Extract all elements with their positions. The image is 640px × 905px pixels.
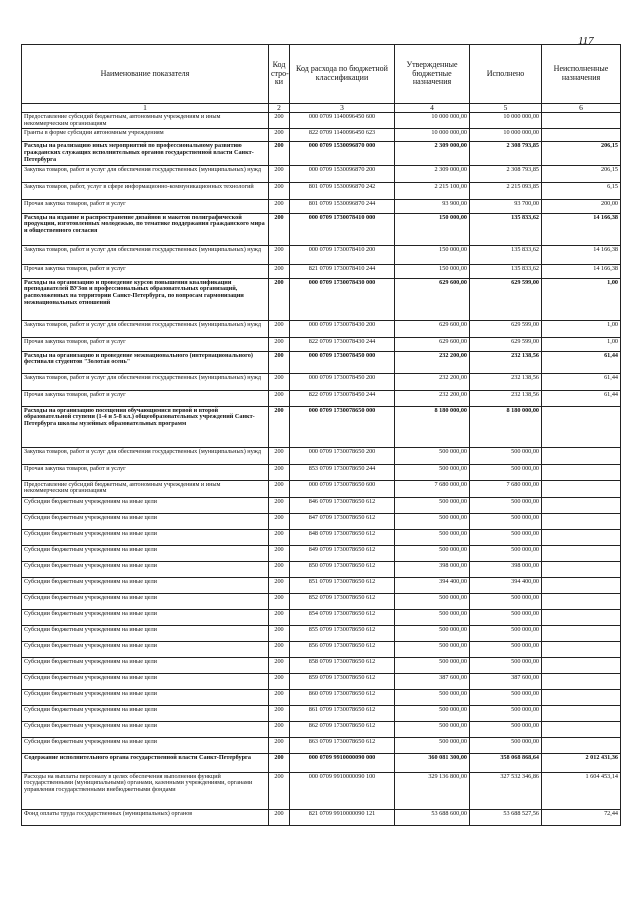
row-unexecuted — [542, 593, 621, 609]
row-unexecuted — [542, 721, 621, 737]
row-unexecuted — [542, 406, 621, 447]
row-budget-code: 855 0709 1730078650 612 — [290, 625, 395, 641]
row-name: Субсидии бюджетным учреждениям на иные цели — [22, 561, 269, 577]
row-unexecuted — [542, 625, 621, 641]
row-approved: 387 600,00 — [395, 673, 470, 689]
row-line-code: 200 — [269, 497, 290, 513]
table-body — [22, 113, 621, 825]
row-unexecuted — [542, 497, 621, 513]
row-name: Расходы на организацию посещения обучающимися первой и второй образовательной ступени (1-4 и 5-8 кл.) общеобразовательных учреждений Санкт-Петербурга школы музейных образовательных программ — [22, 406, 269, 447]
row-executed: 500 000,00 — [470, 721, 542, 737]
row-approved: 150 000,00 — [395, 213, 470, 245]
row-line-code: 200 — [269, 721, 290, 737]
row-budget-code: 849 0709 1730078650 612 — [290, 545, 395, 561]
row-approved: 232 200,00 — [395, 390, 470, 406]
row-executed: 327 532 346,86 — [470, 772, 542, 809]
table-row — [22, 447, 621, 464]
row-name: Субсидии бюджетным учреждениям на иные цели — [22, 657, 269, 673]
row-unexecuted: 14 166,38 — [542, 264, 621, 278]
row-line-code: 200 — [269, 337, 290, 351]
row-name: Расходы на выплаты персоналу в целях обеспечения выполнения функций государственными (муниципальными) органами, казенными учреждениями, органами управления государственными внебюджетными фондами — [22, 772, 269, 809]
row-name: Субсидии бюджетным учреждениям на иные цели — [22, 577, 269, 593]
row-budget-code: 000 0709 1730078450 200 — [290, 373, 395, 390]
row-approved: 360 081 300,00 — [395, 753, 470, 772]
row-name: Субсидии бюджетным учреждениям на иные цели — [22, 737, 269, 753]
row-executed: 500 000,00 — [470, 689, 542, 705]
row-unexecuted — [542, 673, 621, 689]
row-approved: 500 000,00 — [395, 529, 470, 545]
row-budget-code: 000 0709 1730078450 000 — [290, 351, 395, 373]
row-approved: 93 900,00 — [395, 199, 470, 213]
row-executed: 500 000,00 — [470, 447, 542, 464]
row-line-code: 200 — [269, 641, 290, 657]
row-name: Расходы на реализацию иных мероприятий по профессиональному развитию гражданских служащих исполнительных органов государственной власти Санкт-Петербурга — [22, 142, 269, 165]
row-budget-code: 862 0709 1730078650 612 — [290, 721, 395, 737]
row-line-code: 200 — [269, 351, 290, 373]
row-line-code: 200 — [269, 182, 290, 199]
row-name: Закупка товаров, работ и услуг для обеспечения государственных (муниципальных) нужд — [22, 373, 269, 390]
row-line-code: 200 — [269, 278, 290, 320]
row-executed: 10 000 000,00 — [470, 113, 542, 129]
header-indicator-name: Наименование показателя — [22, 45, 269, 104]
column-number: 1 — [22, 104, 269, 113]
row-unexecuted — [542, 529, 621, 545]
row-line-code: 200 — [269, 142, 290, 165]
row-budget-code: 822 0709 1730078430 244 — [290, 337, 395, 351]
row-approved: 150 000,00 — [395, 264, 470, 278]
column-number-row — [22, 104, 621, 113]
row-unexecuted — [542, 657, 621, 673]
row-approved: 500 000,00 — [395, 513, 470, 529]
row-line-code: 200 — [269, 373, 290, 390]
row-budget-code: 801 0709 1530096870 242 — [290, 182, 395, 199]
row-line-code: 200 — [269, 129, 290, 142]
row-name: Содержание исполнительного органа государственной власти Санкт-Петербурга — [22, 753, 269, 772]
row-unexecuted — [542, 545, 621, 561]
row-name: Прочая закупка товаров, работ и услуг — [22, 464, 269, 480]
row-unexecuted — [542, 447, 621, 464]
row-name: Фонд оплаты труда государственных (муниципальных) органов — [22, 809, 269, 825]
table-row — [22, 165, 621, 182]
row-line-code: 200 — [269, 561, 290, 577]
table-row — [22, 497, 621, 513]
row-budget-code: 000 0709 1730078650 200 — [290, 447, 395, 464]
row-budget-code: 846 0709 1730078650 612 — [290, 497, 395, 513]
row-approved: 53 688 600,00 — [395, 809, 470, 825]
row-approved: 500 000,00 — [395, 641, 470, 657]
row-name: Предоставление субсидий бюджетным, автономным учреждениям и иным некоммерческим организациям — [22, 113, 269, 129]
page-number: 117 — [578, 35, 594, 47]
row-approved: 398 000,00 — [395, 561, 470, 577]
row-budget-code: 850 0709 1730078650 612 — [290, 561, 395, 577]
header-unexecuted: Неисполненные назначения — [542, 45, 621, 104]
row-executed: 500 000,00 — [470, 737, 542, 753]
row-line-code: 200 — [269, 609, 290, 625]
row-line-code: 200 — [269, 320, 290, 337]
row-approved: 232 200,00 — [395, 351, 470, 373]
row-executed: 500 000,00 — [470, 609, 542, 625]
table-row — [22, 245, 621, 264]
row-budget-code: 000 0709 1530096870 000 — [290, 142, 395, 165]
row-line-code: 200 — [269, 406, 290, 447]
row-name: Закупка товаров, работ и услуг для обеспечения государственных (муниципальных) нужд — [22, 320, 269, 337]
table-row — [22, 545, 621, 561]
table-row — [22, 772, 621, 809]
row-approved: 500 000,00 — [395, 609, 470, 625]
row-name: Прочая закупка товаров, работ и услуг — [22, 199, 269, 213]
row-executed: 500 000,00 — [470, 593, 542, 609]
header-line-code: Код стро-ки — [269, 45, 290, 104]
row-approved: 232 200,00 — [395, 373, 470, 390]
row-name: Гранты в форме субсидии автономным учреждениям — [22, 129, 269, 142]
row-unexecuted — [542, 641, 621, 657]
row-budget-code: 851 0709 1730078650 612 — [290, 577, 395, 593]
row-budget-code: 000 0709 9910000090 100 — [290, 772, 395, 809]
table-row — [22, 577, 621, 593]
row-executed: 398 000,00 — [470, 561, 542, 577]
column-number: 6 — [542, 104, 621, 113]
row-budget-code: 822 0709 1730078450 244 — [290, 390, 395, 406]
row-name: Субсидии бюджетным учреждениям на иные цели — [22, 689, 269, 705]
row-unexecuted: 1,00 — [542, 320, 621, 337]
row-budget-code: 859 0709 1730078650 612 — [290, 673, 395, 689]
row-executed: 2 215 093,85 — [470, 182, 542, 199]
row-executed: 394 400,00 — [470, 577, 542, 593]
row-executed: 135 833,62 — [470, 245, 542, 264]
row-approved: 629 600,00 — [395, 337, 470, 351]
row-line-code: 200 — [269, 165, 290, 182]
table-row — [22, 129, 621, 142]
table-row — [22, 721, 621, 737]
row-approved: 2 309 000,00 — [395, 165, 470, 182]
row-unexecuted: 6,15 — [542, 182, 621, 199]
table-row — [22, 464, 621, 480]
table-row — [22, 320, 621, 337]
row-budget-code: 858 0709 1730078650 612 — [290, 657, 395, 673]
row-unexecuted — [542, 737, 621, 753]
row-unexecuted — [542, 577, 621, 593]
row-approved: 500 000,00 — [395, 689, 470, 705]
row-executed: 93 700,00 — [470, 199, 542, 213]
table-row — [22, 213, 621, 245]
row-executed: 500 000,00 — [470, 545, 542, 561]
header-budget-code: Код расхода по бюджетной классификации — [290, 45, 395, 104]
table-row — [22, 561, 621, 577]
row-approved: 500 000,00 — [395, 737, 470, 753]
row-name: Закупка товаров, работ и услуг для обеспечения государственных (муниципальных) нужд — [22, 447, 269, 464]
row-unexecuted: 200,00 — [542, 199, 621, 213]
row-name: Субсидии бюджетным учреждениям на иные цели — [22, 593, 269, 609]
row-executed: 232 138,56 — [470, 351, 542, 373]
row-approved: 500 000,00 — [395, 657, 470, 673]
table-row — [22, 593, 621, 609]
row-budget-code: 853 0709 1730078650 244 — [290, 464, 395, 480]
row-approved: 500 000,00 — [395, 497, 470, 513]
row-executed: 8 180 000,00 — [470, 406, 542, 447]
row-budget-code: 000 0709 1730078430 000 — [290, 278, 395, 320]
row-name: Расходы на издание и распространение дизайнов и макетов полиграфической продукции, изготовленных молодежью, по тематике поддержания гражданского мира и общественного согласия — [22, 213, 269, 245]
row-budget-code: 822 0709 1140096450 623 — [290, 129, 395, 142]
table-row — [22, 641, 621, 657]
row-approved: 150 000,00 — [395, 245, 470, 264]
row-budget-code: 854 0709 1730078650 612 — [290, 609, 395, 625]
row-budget-code: 863 0709 1730078650 612 — [290, 737, 395, 753]
column-number: 4 — [395, 104, 470, 113]
row-unexecuted — [542, 609, 621, 625]
row-budget-code: 821 0709 1730078410 244 — [290, 264, 395, 278]
table-row — [22, 809, 621, 825]
row-unexecuted: 14 166,38 — [542, 213, 621, 245]
row-line-code: 200 — [269, 809, 290, 825]
row-executed: 135 833,62 — [470, 213, 542, 245]
table-row — [22, 657, 621, 673]
row-name: Расходы на организацию и проведение межнационального (интернационального) фестиваля студентов "Золотая осень" — [22, 351, 269, 373]
row-executed: 7 680 000,00 — [470, 480, 542, 497]
row-approved: 500 000,00 — [395, 625, 470, 641]
row-budget-code: 848 0709 1730078650 612 — [290, 529, 395, 545]
row-unexecuted: 206,15 — [542, 142, 621, 165]
row-unexecuted: 61,44 — [542, 351, 621, 373]
row-budget-code: 860 0709 1730078650 612 — [290, 689, 395, 705]
row-approved: 500 000,00 — [395, 447, 470, 464]
budget-table — [21, 44, 621, 826]
table-row — [22, 390, 621, 406]
row-unexecuted: 1 604 453,14 — [542, 772, 621, 809]
row-budget-code: 852 0709 1730078650 612 — [290, 593, 395, 609]
table-row — [22, 705, 621, 721]
row-executed: 358 068 868,64 — [470, 753, 542, 772]
row-executed: 629 599,00 — [470, 278, 542, 320]
row-name: Субсидии бюджетным учреждениям на иные цели — [22, 513, 269, 529]
row-approved: 500 000,00 — [395, 464, 470, 480]
table-row — [22, 278, 621, 320]
row-approved: 394 400,00 — [395, 577, 470, 593]
row-approved: 8 180 000,00 — [395, 406, 470, 447]
row-name: Субсидии бюджетным учреждениям на иные цели — [22, 497, 269, 513]
table-row — [22, 609, 621, 625]
row-executed: 10 000 000,00 — [470, 129, 542, 142]
table-row — [22, 529, 621, 545]
column-number: 3 — [290, 104, 395, 113]
row-line-code: 200 — [269, 577, 290, 593]
row-executed: 500 000,00 — [470, 464, 542, 480]
table-row — [22, 351, 621, 373]
table-row — [22, 737, 621, 753]
row-line-code: 200 — [269, 529, 290, 545]
row-executed: 2 308 793,85 — [470, 165, 542, 182]
table-row — [22, 480, 621, 497]
row-name: Предоставление субсидий бюджетным, автономным учреждениям и иным некоммерческим организациям — [22, 480, 269, 497]
row-line-code: 200 — [269, 213, 290, 245]
row-executed: 629 599,00 — [470, 320, 542, 337]
row-line-code: 200 — [269, 593, 290, 609]
row-budget-code: 000 0709 1730078430 200 — [290, 320, 395, 337]
row-executed: 232 138,56 — [470, 390, 542, 406]
column-number: 2 — [269, 104, 290, 113]
row-executed: 2 308 793,85 — [470, 142, 542, 165]
row-budget-code: 821 0709 9910000090 121 — [290, 809, 395, 825]
table-row — [22, 337, 621, 351]
row-executed: 500 000,00 — [470, 529, 542, 545]
row-approved: 2 309 000,00 — [395, 142, 470, 165]
row-name: Субсидии бюджетным учреждениям на иные цели — [22, 673, 269, 689]
row-approved: 500 000,00 — [395, 705, 470, 721]
table-row — [22, 753, 621, 772]
row-line-code: 200 — [269, 689, 290, 705]
row-budget-code: 000 0709 1530096870 200 — [290, 165, 395, 182]
row-approved: 500 000,00 — [395, 721, 470, 737]
row-budget-code: 801 0709 1530096870 244 — [290, 199, 395, 213]
row-line-code: 200 — [269, 264, 290, 278]
row-line-code: 200 — [269, 480, 290, 497]
row-line-code: 200 — [269, 673, 290, 689]
row-executed: 53 688 527,56 — [470, 809, 542, 825]
row-name: Субсидии бюджетным учреждениям на иные цели — [22, 529, 269, 545]
row-line-code: 200 — [269, 772, 290, 809]
row-budget-code: 000 0709 1140096450 600 — [290, 113, 395, 129]
row-executed: 232 138,56 — [470, 373, 542, 390]
row-budget-code: 000 0709 1730078410 000 — [290, 213, 395, 245]
row-unexecuted: 14 166,38 — [542, 245, 621, 264]
row-name: Субсидии бюджетным учреждениям на иные цели — [22, 545, 269, 561]
header-approved: Утвержденные бюджетные назначения — [395, 45, 470, 104]
row-executed: 135 833,62 — [470, 264, 542, 278]
row-unexecuted: 1,00 — [542, 337, 621, 351]
row-unexecuted: 1,00 — [542, 278, 621, 320]
row-line-code: 200 — [269, 737, 290, 753]
row-executed: 500 000,00 — [470, 513, 542, 529]
row-approved: 629 600,00 — [395, 320, 470, 337]
row-unexecuted — [542, 513, 621, 529]
row-executed: 500 000,00 — [470, 625, 542, 641]
row-unexecuted — [542, 689, 621, 705]
row-line-code: 200 — [269, 625, 290, 641]
row-name: Расходы на организацию и проведение курсов повышения квалификации преподавателей ВУЗов и профессиональных образовательных организаций, расположенных на территории Санкт-Петербурга, по вопросам гармонизации межнациональных отношений — [22, 278, 269, 320]
table-header-row — [22, 45, 621, 104]
row-unexecuted — [542, 113, 621, 129]
row-name: Прочая закупка товаров, работ и услуг — [22, 264, 269, 278]
table-row — [22, 689, 621, 705]
row-line-code: 200 — [269, 657, 290, 673]
row-executed: 500 000,00 — [470, 657, 542, 673]
row-budget-code: 856 0709 1730078650 612 — [290, 641, 395, 657]
row-name: Закупка товаров, работ, услуг в сфере информационно-коммуникационных технологий — [22, 182, 269, 199]
row-line-code: 200 — [269, 705, 290, 721]
table-row — [22, 513, 621, 529]
row-approved: 629 600,00 — [395, 278, 470, 320]
row-name: Закупка товаров, работ и услуг для обеспечения государственных (муниципальных) нужд — [22, 245, 269, 264]
table-row — [22, 182, 621, 199]
table-row — [22, 199, 621, 213]
row-approved: 10 000 000,00 — [395, 113, 470, 129]
row-budget-code: 000 0709 9910000090 000 — [290, 753, 395, 772]
table-row — [22, 113, 621, 129]
row-unexecuted: 61,44 — [542, 373, 621, 390]
row-name: Закупка товаров, работ и услуг для обеспечения государственных (муниципальных) нужд — [22, 165, 269, 182]
row-name: Прочая закупка товаров, работ и услуг — [22, 390, 269, 406]
row-line-code: 200 — [269, 545, 290, 561]
row-budget-code: 000 0709 1730078410 200 — [290, 245, 395, 264]
row-line-code: 200 — [269, 753, 290, 772]
row-name: Субсидии бюджетным учреждениям на иные цели — [22, 641, 269, 657]
row-executed: 500 000,00 — [470, 641, 542, 657]
row-line-code: 200 — [269, 447, 290, 464]
row-unexecuted: 72,44 — [542, 809, 621, 825]
row-budget-code: 847 0709 1730078650 612 — [290, 513, 395, 529]
row-unexecuted — [542, 705, 621, 721]
row-unexecuted: 2 012 431,36 — [542, 753, 621, 772]
row-name: Субсидии бюджетным учреждениям на иные цели — [22, 705, 269, 721]
row-approved: 329 136 800,00 — [395, 772, 470, 809]
table-row — [22, 373, 621, 390]
table-row — [22, 406, 621, 447]
row-approved: 500 000,00 — [395, 593, 470, 609]
row-budget-code: 000 0709 1730078650 000 — [290, 406, 395, 447]
row-name: Субсидии бюджетным учреждениям на иные цели — [22, 609, 269, 625]
table-row — [22, 625, 621, 641]
column-number: 5 — [470, 104, 542, 113]
table-row — [22, 142, 621, 165]
row-name: Субсидии бюджетным учреждениям на иные цели — [22, 721, 269, 737]
table-row — [22, 673, 621, 689]
table-row — [22, 264, 621, 278]
header-executed: Исполнено — [470, 45, 542, 104]
row-approved: 2 215 100,00 — [395, 182, 470, 199]
row-line-code: 200 — [269, 245, 290, 264]
row-unexecuted — [542, 129, 621, 142]
row-approved: 500 000,00 — [395, 545, 470, 561]
row-unexecuted: 61,44 — [542, 390, 621, 406]
row-line-code: 200 — [269, 113, 290, 129]
row-budget-code: 861 0709 1730078650 612 — [290, 705, 395, 721]
row-executed: 500 000,00 — [470, 497, 542, 513]
row-executed: 500 000,00 — [470, 705, 542, 721]
row-unexecuted — [542, 561, 621, 577]
row-line-code: 200 — [269, 199, 290, 213]
row-line-code: 200 — [269, 513, 290, 529]
row-unexecuted: 206,15 — [542, 165, 621, 182]
row-line-code: 200 — [269, 390, 290, 406]
row-approved: 7 680 000,00 — [395, 480, 470, 497]
row-executed: 387 600,00 — [470, 673, 542, 689]
row-name: Субсидии бюджетным учреждениям на иные цели — [22, 625, 269, 641]
row-budget-code: 000 0709 1730078650 600 — [290, 480, 395, 497]
row-unexecuted — [542, 464, 621, 480]
row-line-code: 200 — [269, 464, 290, 480]
row-name: Прочая закупка товаров, работ и услуг — [22, 337, 269, 351]
row-unexecuted — [542, 480, 621, 497]
row-approved: 10 000 000,00 — [395, 129, 470, 142]
row-executed: 629 599,00 — [470, 337, 542, 351]
